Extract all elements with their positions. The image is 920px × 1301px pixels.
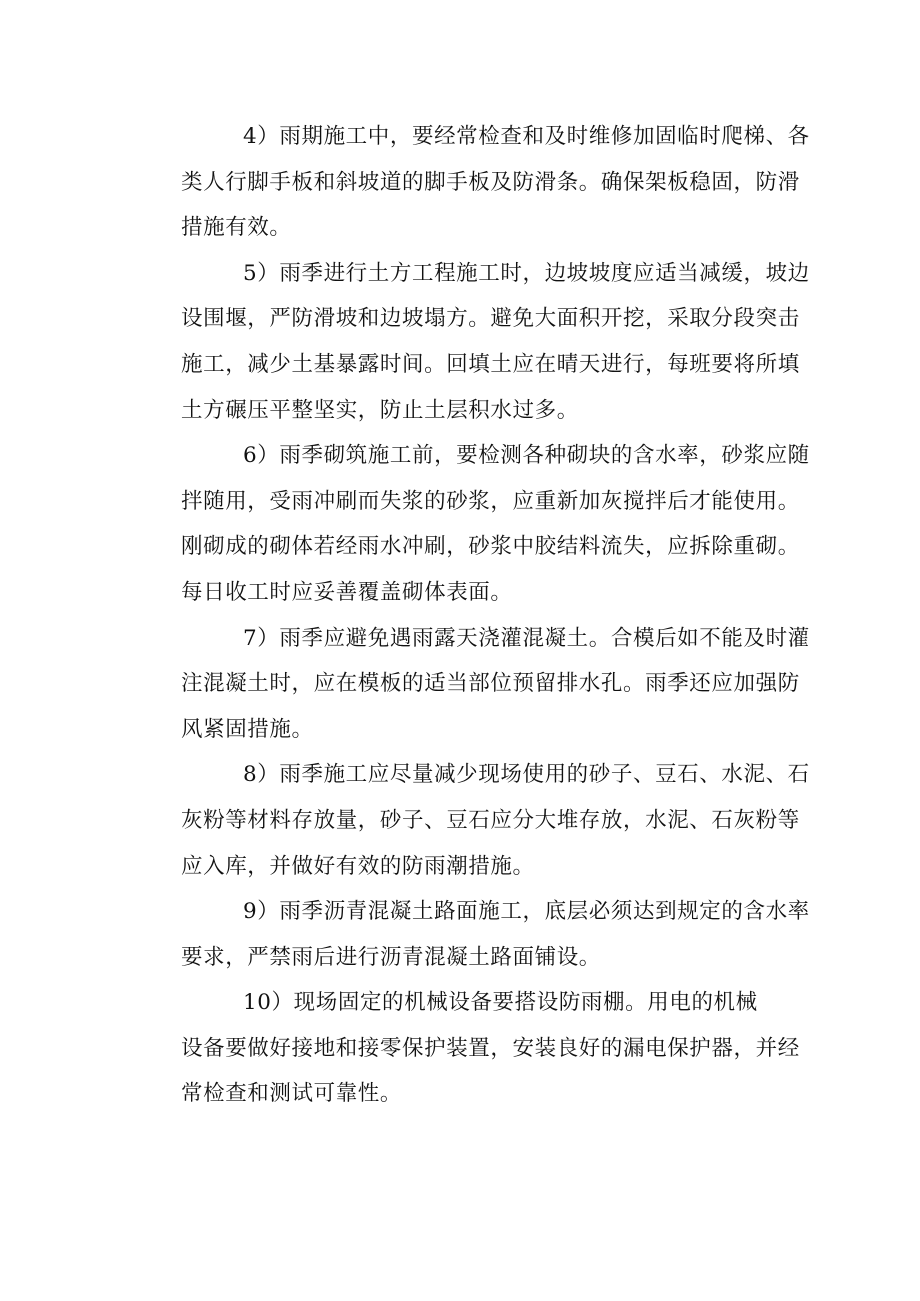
paragraph-item-10	[138, 980, 800, 1117]
paragraph-line: 设围堰，严防滑坡和边坡塌方。避免大面积开挖，采取分段突击	[181, 306, 800, 332]
paragraph-line: 设备要做好接地和接零保护装置，安装良好的漏电保护器，并经	[181, 1035, 800, 1061]
paragraph-line: 风紧固措施。	[181, 716, 314, 742]
paragraph-line: 6）雨季砌筑施工前，要检测各种砌块的含水率，砂浆应随	[243, 443, 810, 469]
paragraph-line: 10）现场固定的机械设备要搭设防雨棚。用电的机械	[243, 990, 758, 1016]
paragraph-line: 灰粉等材料存放量，砂子、豆石应分大堆存放，水泥、石灰粉等	[181, 807, 800, 833]
paragraph-line: 常检查和测试可靠性。	[181, 1081, 403, 1107]
paragraph-item-9	[138, 889, 810, 980]
paragraph-line: 每日收工时应妥善覆盖砌体表面。	[181, 579, 513, 605]
paragraph-item-7	[138, 616, 810, 753]
paragraph-line: 刚砌成的砌体若经雨水冲刷，砂浆中胶结料流失，应拆除重砌。	[181, 534, 800, 560]
paragraph-item-5	[138, 251, 810, 433]
paragraph-line: 类人行脚手板和斜坡道的脚手板及防滑条。确保架板稳固，防滑	[181, 169, 800, 195]
paragraph-line: 9）雨季沥青混凝土路面施工，底层必须达到规定的含水率	[243, 899, 810, 925]
paragraph-line: 拌随用，受雨冲刷而失浆的砂浆，应重新加灰搅拌后才能使用。	[181, 488, 800, 514]
paragraph-line: 4）雨期施工中，要经常检查和及时维修加固临时爬梯、各	[243, 124, 810, 149]
paragraph-item-8	[138, 752, 810, 889]
paragraph-item-6	[138, 433, 810, 615]
paragraph-item-4	[138, 114, 810, 251]
paragraph-line: 5）雨季进行土方工程施工时，边坡坡度应适当减缓，坡边	[243, 260, 810, 286]
paragraph-line: 要求，严禁雨后进行沥青混凝土路面铺设。	[181, 944, 601, 970]
paragraph-line: 注混凝土时，应在模板的适当部位预留排水孔。雨季还应加强防	[181, 671, 800, 697]
paragraph-line: 土方碾压平整坚实，防止土层积水过多。	[181, 397, 579, 423]
paragraph-line: 施工，减少土基暴露时间。回填土应在晴天进行，每班要将所填	[181, 351, 800, 377]
document-body	[138, 114, 810, 1117]
paragraph-line: 应入库，并做好有效的防雨潮措施。	[181, 853, 535, 879]
paragraph-line: 措施有效。	[181, 215, 292, 241]
paragraph-line: 8）雨季施工应尽量减少现场使用的砂子、豆石、水泥、石	[243, 762, 810, 788]
paragraph-line: 7）雨季应避免遇雨露天浇灌混凝土。合模后如不能及时灌	[243, 625, 810, 651]
